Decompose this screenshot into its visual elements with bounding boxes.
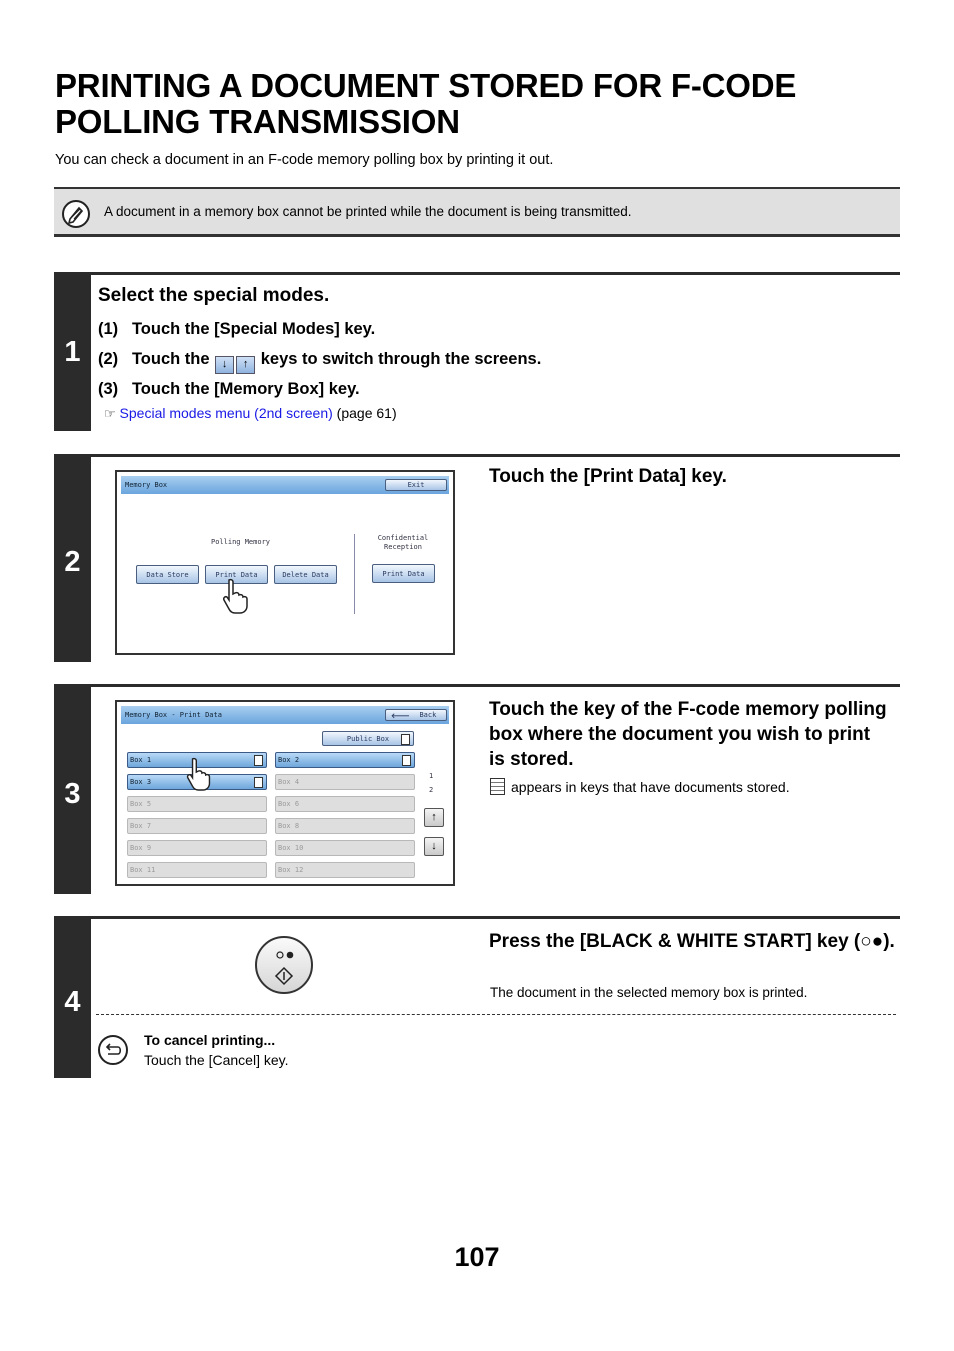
step-number: 4 — [64, 986, 81, 1018]
step-3-title: Touch the key of the F-code memory polling box where the document you wish to print is stored. — [489, 699, 887, 770]
delete-data-button[interactable]: Delete Data — [274, 565, 337, 584]
substep-number: (1) — [98, 320, 119, 338]
page-title: PRINTING A DOCUMENT STORED FOR F-CODE POLLING TRANSMISSION — [55, 67, 797, 140]
step-2-bar — [54, 454, 91, 662]
reference — [104, 405, 397, 422]
print-data-screen — [115, 700, 455, 886]
data-store-button[interactable]: Data Store — [136, 565, 199, 584]
substep-number: (2) — [98, 350, 119, 368]
back-arrow-icon: 🡐 — [391, 712, 410, 720]
step-number: 3 — [64, 778, 81, 810]
substep-1 — [98, 320, 375, 339]
step-3-bar — [54, 684, 91, 894]
box-key[interactable] — [275, 774, 415, 790]
cancel-title: To cancel printing... — [144, 1032, 276, 1048]
step-divider — [91, 684, 900, 687]
box-label: Box 11 — [130, 866, 156, 874]
substep-text: Touch the [Memory Box] key. — [131, 380, 360, 398]
substep-text: keys to switch through the screens. — [260, 350, 542, 368]
box-label: Box 12 — [278, 866, 304, 874]
page-number: 107 — [454, 1242, 500, 1272]
screen-header — [121, 706, 449, 724]
document-stored-icon — [402, 755, 411, 766]
step-divider — [91, 916, 900, 919]
confidential-reception-label: Confidential Reception — [377, 534, 429, 551]
up-arrow-key-icon: ↑ — [236, 356, 255, 374]
note-text: A document in a memory box cannot be printed while the document is being transmitted. — [104, 204, 632, 219]
box-key[interactable] — [127, 796, 267, 812]
down-arrow-key-icon: ↓ — [215, 356, 234, 374]
cancel-return-icon — [98, 1035, 128, 1065]
screen-title: Memory Box — [125, 481, 168, 489]
box-label: Box 2 — [278, 756, 300, 764]
document-stored-icon — [401, 734, 410, 745]
box-key[interactable] — [275, 796, 415, 812]
cancel-text: Touch the [Cancel] key. — [144, 1052, 289, 1068]
substep-3 — [98, 380, 360, 399]
document-stored-icon — [490, 778, 505, 795]
step-4-description: The document in the selected memory box is printed. — [490, 985, 808, 1000]
intro-text: You can check a document in an F-code memory polling box by printing it out. — [55, 152, 554, 168]
box-key[interactable] — [127, 840, 267, 856]
pointing-hand-icon — [221, 578, 255, 619]
box-key[interactable] — [275, 840, 415, 856]
substep-2 — [98, 350, 541, 374]
step-1-bar — [54, 272, 91, 431]
exit-button[interactable]: Exit — [385, 479, 447, 491]
box-label: Box 5 — [130, 800, 152, 808]
confidential-print-data-button[interactable]: Print Data — [372, 564, 435, 583]
down-arrow-icon: ↓ — [431, 840, 437, 852]
reference-page: (page 61) — [336, 405, 397, 421]
memory-box-screen — [115, 470, 455, 655]
scroll-up-button[interactable] — [424, 808, 444, 827]
up-arrow-icon: ↑ — [431, 811, 437, 823]
scroll-down-button[interactable] — [424, 837, 444, 856]
step-1-title: Select the special modes. — [98, 285, 330, 306]
pointing-hand-reference-icon: ☞ — [104, 406, 116, 421]
step-divider — [91, 454, 900, 457]
document-stored-icon — [254, 777, 263, 788]
substep-number: (3) — [98, 380, 119, 398]
back-button[interactable] — [385, 709, 447, 721]
box-key[interactable] — [275, 862, 415, 878]
print-data-button[interactable]: Print Data — [205, 565, 268, 584]
box-label: Box 10 — [278, 844, 304, 852]
public-box-button[interactable] — [322, 731, 414, 746]
box-label: Box 7 — [130, 822, 152, 830]
polling-memory-label: Polling Memory — [211, 538, 271, 546]
step-3-note-text: appears in keys that have documents stored. — [511, 779, 790, 795]
step-number: 2 — [64, 546, 81, 578]
box-key[interactable] — [127, 818, 267, 834]
box-label: Box 8 — [278, 822, 300, 830]
box-key[interactable] — [275, 752, 415, 768]
box-label: Box 4 — [278, 778, 300, 786]
substep-text: Touch the — [131, 350, 210, 368]
box-label: Box 1 — [130, 756, 152, 764]
box-label: Box 3 — [130, 778, 152, 786]
step-number: 1 — [64, 336, 81, 368]
reference-link[interactable]: Special modes menu (2nd screen) — [119, 405, 333, 421]
pencil-note-icon — [62, 200, 90, 228]
document-stored-icon — [254, 755, 263, 766]
step-divider — [91, 272, 900, 275]
screen-title: Memory Box - Print Data — [125, 711, 222, 719]
public-box-label: Public Box — [346, 735, 390, 743]
box-label: Box 9 — [130, 844, 152, 852]
step-2-title: Touch the [Print Data] key. — [489, 466, 727, 487]
box-key[interactable] — [275, 818, 415, 834]
step-4-title: Press the [BLACK & WHITE START] key (○●). — [489, 931, 895, 952]
dashed-divider — [96, 1014, 896, 1015]
box-label: Box 6 — [278, 800, 300, 808]
note-box — [54, 187, 900, 237]
page-total: 2 — [429, 786, 434, 794]
page-current: 1 — [429, 772, 434, 780]
back-label: Back — [419, 711, 437, 719]
pointing-hand-icon — [185, 756, 217, 797]
step-4-bar — [54, 916, 91, 1078]
substep-text: Touch the [Special Modes] key. — [131, 320, 376, 338]
black-white-start-key-icon — [255, 936, 313, 994]
screen-header — [121, 476, 449, 494]
divider — [354, 534, 355, 614]
step-3-note — [490, 778, 790, 795]
box-key[interactable] — [127, 862, 267, 878]
